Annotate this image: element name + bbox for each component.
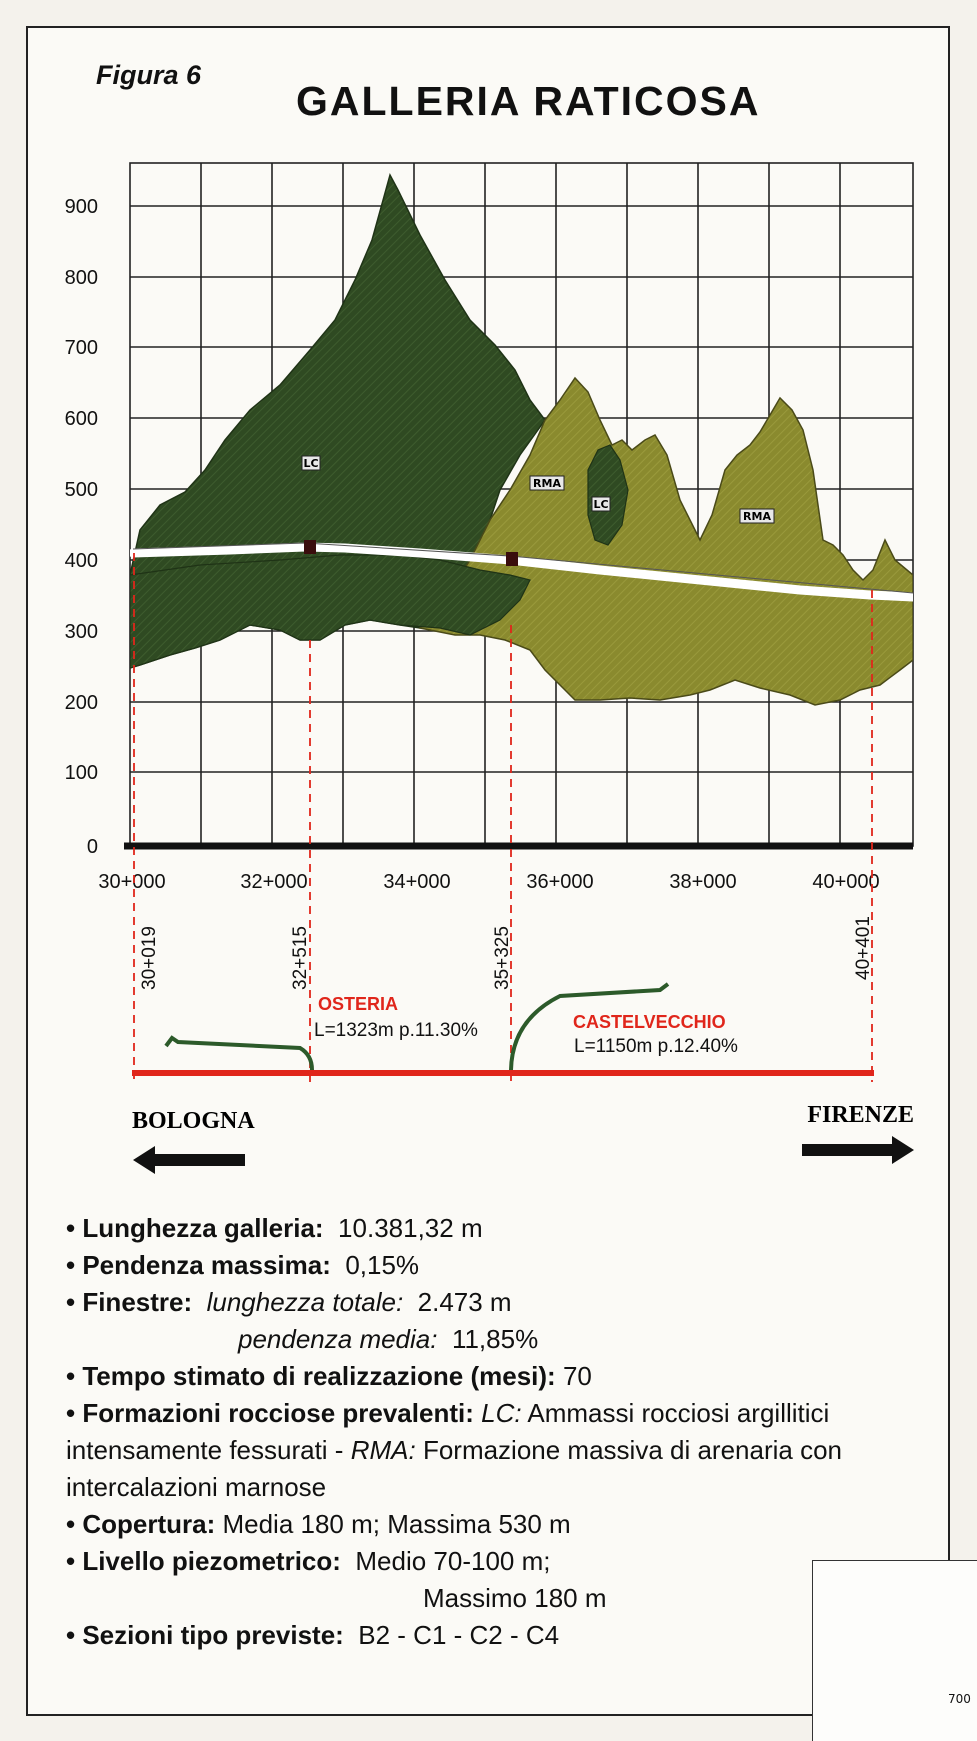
end-label-bologna: BOLOGNA <box>132 1108 255 1134</box>
legend-windows: • Finestre: lunghezza totale: 2.473 m <box>66 1287 512 1317</box>
overlapping-page-corner <box>812 1560 977 1741</box>
legend-cover: • Copertura: Media 180 m; Massima 530 m <box>66 1509 571 1539</box>
ytick: 400 <box>64 550 98 572</box>
station-label: 40+401 <box>853 916 874 980</box>
station-label: 30+019 <box>139 926 160 990</box>
station-label: 35+325 <box>492 926 513 990</box>
ytick: 200 <box>64 692 98 714</box>
ytick: 500 <box>64 479 98 501</box>
zone-label-lc-2: LC <box>593 498 609 511</box>
zone-label-lc-1: LC <box>303 457 319 470</box>
figure-title: GALLERIA RATICOSA <box>296 78 761 124</box>
arrow-left-icon <box>133 1146 245 1174</box>
station-label: 32+515 <box>290 926 311 990</box>
xtick: 40+000 <box>812 871 880 893</box>
xtick: 32+000 <box>240 871 308 893</box>
xtick: 30+000 <box>98 871 166 893</box>
figure-label: Figura 6 <box>96 60 202 90</box>
window-spec-castelvecchio: L=1150m p.12.40% <box>574 1036 738 1057</box>
junction-marker-osteria <box>304 540 316 554</box>
legend-length: • Lunghezza galleria: 10.381,32 m <box>66 1213 483 1243</box>
corner-label: 700 <box>948 1692 971 1706</box>
end-label-firenze: FIRENZE <box>807 1102 914 1128</box>
window-spec-osteria: L=1323m p.11.30% <box>314 1020 478 1041</box>
legend-rock: • Formazioni rocciose prevalenti: LC: Ammassi rocciosi argillitici intensamente fessurati - RMA: Formazione massiva di arenaria con intercalazioni marnose <box>66 1398 843 1502</box>
legend-time: • Tempo stimato di realizzazione (mesi): 70 <box>66 1361 592 1391</box>
zone-label-rma-2: RMA <box>743 510 771 523</box>
legend-sections: • Sezioni tipo previste: B2 - C1 - C2 - C4 <box>66 1620 560 1650</box>
junction-marker-castelvecchio <box>506 552 518 566</box>
legend-max-slope: • Pendenza massima: 0,15% <box>66 1250 420 1280</box>
ytick: 0 <box>86 836 98 858</box>
zone-label-rma-1: RMA <box>533 477 561 490</box>
ytick: 600 <box>64 408 98 430</box>
ytick: 300 <box>64 621 98 643</box>
legend-piezo-max: Massimo 180 m <box>423 1583 607 1613</box>
xtick: 36+000 <box>526 871 594 893</box>
arrow-right-icon <box>802 1136 914 1164</box>
legend-piezo: • Livello piezometrico: Medio 70-100 m; <box>66 1546 551 1576</box>
ytick: 700 <box>64 337 98 359</box>
ytick: 100 <box>64 762 98 784</box>
window-name-castelvecchio: CASTELVECCHIO <box>573 1012 726 1032</box>
legend-windows-slope: pendenza media: 11,85% <box>238 1324 539 1354</box>
xtick: 38+000 <box>669 871 737 893</box>
xtick: 34+000 <box>383 871 451 893</box>
window-name-osteria: OSTERIA <box>318 994 399 1014</box>
ytick: 800 <box>64 267 98 289</box>
ytick: 900 <box>64 196 98 218</box>
lc-lower-band <box>130 555 530 668</box>
window-osteria-profile <box>166 1038 312 1070</box>
